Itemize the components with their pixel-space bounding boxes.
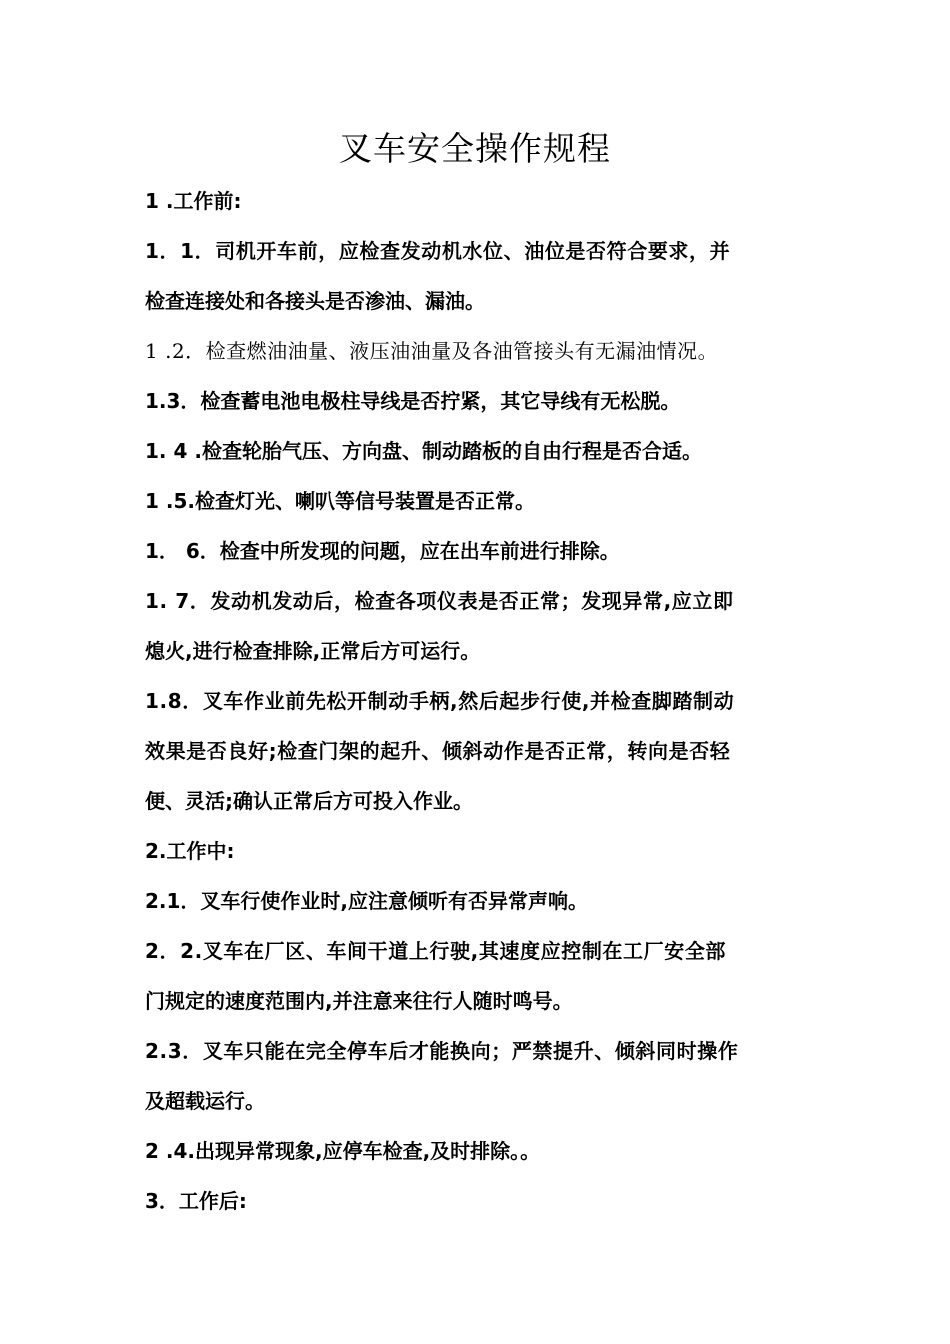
document-title: 叉车安全操作规程 (339, 129, 611, 168)
section-heading-before-work: 1 .工作前: (145, 189, 242, 213)
paragraph-line: 2 .4.出现异常现象,应停车检查,及时排除。。 (145, 1139, 541, 1163)
paragraph-line: 1.8．叉车作业前先松开制动手柄,然后起步行使,并检查脚踏制动 (145, 689, 735, 713)
paragraph-line: 熄火,进行检查排除,正常后方可运行。 (145, 639, 481, 663)
paragraph-line: 1．1．司机开车前，应检查发动机水位、油位是否符合要求，并 (145, 239, 731, 263)
section-heading-after-work: 3．工作后: (145, 1189, 247, 1213)
paragraph-line: 1. 4 .检查轮胎气压、方向盘、制动踏板的自由行程是否合适。 (145, 439, 702, 463)
paragraph-line: 1 .2．检查燃油油量、液压油油量及各油管接头有无漏油情况。 (145, 339, 719, 363)
paragraph-line: 门规定的速度范围内,并注意来往行人随时鸣号。 (145, 989, 573, 1013)
paragraph-line: 及超载运行。 (145, 1089, 265, 1113)
paragraph-line: 1. 7．发动机发动后，检查各项仪表是否正常；发现异常,应立即 (145, 589, 734, 613)
paragraph-line: 2.1．叉车行使作业时,应注意倾听有否异常声响。 (145, 889, 589, 913)
paragraph-line: 效果是否良好;检查门架的起升、倾斜动作是否正常，转向是否轻 (145, 739, 731, 763)
paragraph-line: 2．2.叉车在厂区、车间干道上行驶,其速度应控制在工厂安全部 (145, 939, 727, 963)
paragraph-line: 检查连接处和各接头是否渗油、漏油。 (145, 289, 485, 313)
paragraph-line: 1． 6．检查中所发现的问题，应在出车前进行排除。 (145, 539, 620, 563)
paragraph-line: 1.3．检查蓄电池电极柱导线是否拧紧，其它导线有无松脱。 (145, 389, 681, 413)
section-heading-during-work: 2.工作中: (145, 839, 235, 863)
paragraph-line: 便、灵活;确认正常后方可投入作业。 (145, 789, 473, 813)
paragraph-line: 1 .5.检查灯光、喇叭等信号装置是否正常。 (145, 489, 535, 513)
paragraph-line: 2.3．叉车只能在完全停车后才能换向；严禁提升、倾斜同时操作 (145, 1039, 739, 1063)
